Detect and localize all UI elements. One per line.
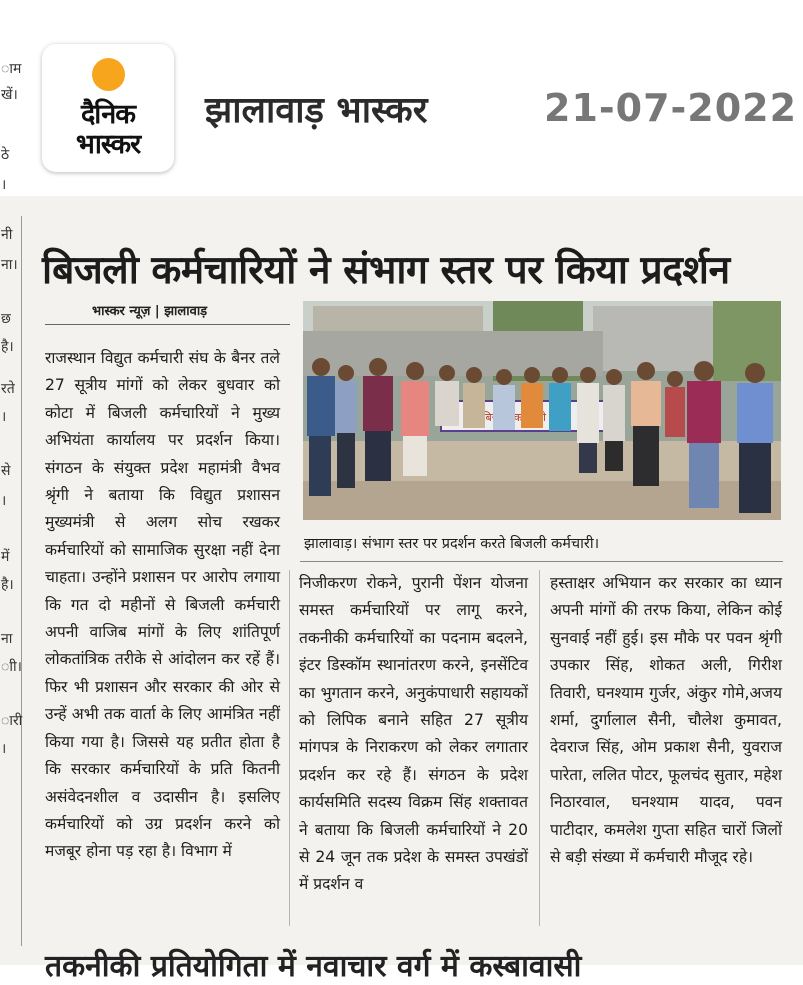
fragment-text: । <box>1 493 7 509</box>
right-column-fragment <box>791 236 803 936</box>
next-article-headline: तकनीकी प्रतियोगिता में नवाचार वर्ग में कस्बावासी <box>45 949 582 984</box>
page-header <box>0 0 803 185</box>
article-headline: बिजली कर्मचारियों ने संभाग स्तर पर किया प्रदर्शन <box>42 247 730 293</box>
fragment-text: है। <box>1 339 14 355</box>
column-divider <box>21 216 22 946</box>
photo-caption: झालावाड़। संभाग स्तर पर प्रदर्शन करते बिजली कर्मचारी। <box>304 536 600 552</box>
fragment-text: छ <box>1 311 11 327</box>
fragment-text: नी <box>1 227 13 243</box>
logo-text-line1: दैनिक <box>80 99 136 130</box>
fragment-text: खें। <box>1 87 18 103</box>
column-divider <box>289 570 290 926</box>
article-column-2: निजीकरण रोकने, पुरानी पेंशन योजना समस्त कर्मचारियों पर लागू करने, तकनीकी कर्मचारियों का पदनाम बदलने, इंटर डिस्कॉम स्थानांतरण करने, इनसेंटिव का भुगतान करने, अनुकंपाधारी सहायकों को लिपिक बनाने सहित 27 सूत्रीय मांगपत्र के निराकरण को लेकर लगातार प्रदर्शन कर रहे हैं। संगठन के प्रदेश कार्यसमिति सदस्य विक्रम सिंह शक्तावत ने बताया कि बिजली कर्मचारियों ने 20 से 24 जून तक प्रदेश के समस्त उपखंडों में प्रदर्शन व <box>299 574 528 894</box>
article-byline: भास्कर न्यूज़ | झालावाड़ <box>92 304 208 319</box>
edition-name: झालावाड़ भास्कर <box>205 90 428 131</box>
fragment-text: रते <box>1 381 15 397</box>
fragment-text: ारी <box>1 713 23 729</box>
fragment-text: । <box>1 741 7 757</box>
fragment-text: ना। <box>1 257 18 273</box>
fragment-text: ठे <box>1 147 10 163</box>
fragment-text: ाी। <box>1 659 22 675</box>
fragment-text: । <box>1 409 7 425</box>
sun-icon <box>92 58 125 91</box>
edition-date: 21-07-2022 <box>544 86 798 130</box>
article-column-1: राजस्थान विद्युत कर्मचारी संघ के बैनर तले 27 सूत्रीय मांगों को लेकर बुधवार को कोटा में बिजली कर्मचारियों ने मुख्य अभियंता कार्यालय पर प्रदर्शन किया। संगठन के संयुक्त प्रदेश महामंत्री वैभव श्रृंगी ने बताया कि विद्युत प्रशासन मुख्यमंत्री से अलग सोच रखकर कर्मचारियों को सामाजिक सुरक्षा नहीं देना चाहता। उन्होंने प्रशासन पर आरोप लगाया कि गत दो महीनों से बिजली कर्मचारी अपनी वाजिब मांगों के लिए शांतिपूर्ण लोकतांत्रिक तरीके से आंदोलन कर रहें हैं। फिर भी प्रशासन और सरकार की ओर से उन्हें अभी तक वार्ता के लिए आमंत्रित नहीं किया गया है। जिससे यह प्रतीत होता है कि सरकार कर्मचारियों के प्रति कितनी असंवेदनशील व उदासीन है। इसलिए कर्मचारियों को उग्र प्रदर्शन करने को मजबूर होना पड़ रहा है। विभाग में <box>45 349 280 861</box>
logo-text-line2: भास्कर <box>75 129 141 160</box>
fragment-text: ाम <box>1 61 22 77</box>
fragment-text: । <box>1 177 7 193</box>
fragment-text: में <box>1 549 10 565</box>
protest-photo <box>303 301 781 520</box>
byline-divider <box>45 324 290 325</box>
fragment-text: से <box>1 463 11 479</box>
caption-divider <box>300 561 783 562</box>
adjacent-column-fragment <box>0 61 23 965</box>
fragment-text: है। <box>1 577 14 593</box>
article-column-3: हस्ताक्षर अभियान कर सरकार का ध्यान अपनी मांगों की तरफ किया, लेकिन कोई सुनवाई नहीं हुई। इस मौके पर पवन श्रृंगी उपकार सिंह, शोकत अली, गिरीश तिवारी, घनश्याम गुर्जर, अंकुर गोमे,अजय शर्मा, दुर्गालाल सैनी, चौलेश कुमावत, देवराज सिंह, ओम प्रकाश सैनी, युवराज पारेता, ललित पोटर, फूलचंद सुतार, महेश निठारवाल, घनश्याम यादव, पवन पाटीदार, कमलेश गुप्ता सहित चारों जिलों से बड़ी संख्या में कर्मचारी मौजूद रहे। <box>550 574 782 867</box>
column-divider <box>539 570 540 926</box>
fragment-text: ना <box>1 631 13 647</box>
newspaper-logo <box>42 44 174 172</box>
